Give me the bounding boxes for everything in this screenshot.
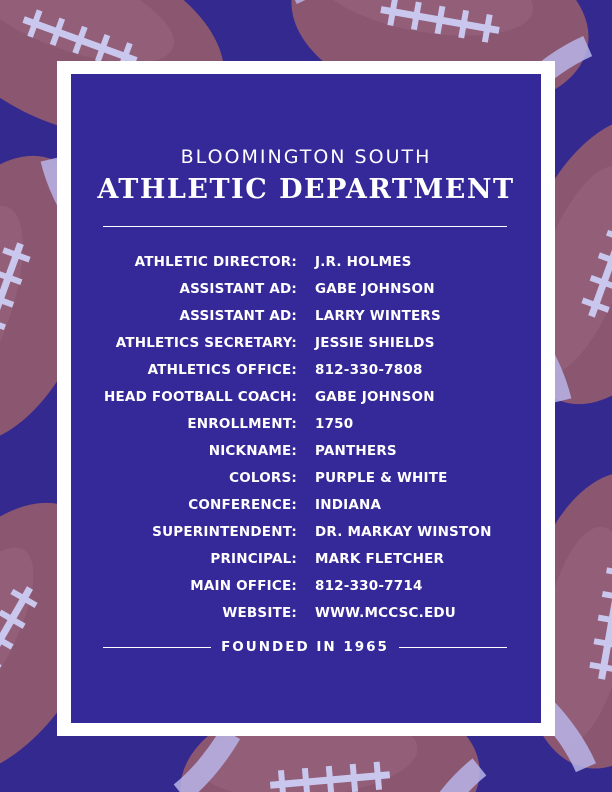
info-list <box>71 248 541 626</box>
info-row <box>71 572 541 599</box>
info-label: HEAD FOOTBALL COACH: <box>104 388 297 405</box>
info-value: JESSIE SHIELDS <box>315 334 435 351</box>
info-value: DR. MARKAY WINSTON <box>315 523 492 540</box>
founded-row <box>103 639 507 655</box>
info-value: 812-330-7714 <box>315 577 423 594</box>
info-row <box>71 518 541 545</box>
founded-text: FOUNDED IN 1965 <box>221 639 389 655</box>
info-value: LARRY WINTERS <box>315 307 441 324</box>
info-value: GABE JOHNSON <box>315 280 435 297</box>
info-row <box>71 275 541 302</box>
info-label: ATHLETICS SECRETARY: <box>115 334 297 351</box>
info-value: MARK FLETCHER <box>315 550 445 567</box>
info-value: PANTHERS <box>315 442 397 459</box>
info-row <box>71 248 541 275</box>
info-value: INDIANA <box>315 496 382 513</box>
info-row <box>71 464 541 491</box>
info-row <box>71 599 541 626</box>
info-panel <box>71 74 541 723</box>
founded-line-right <box>399 647 507 648</box>
page-title: ATHLETIC DEPARTMENT <box>97 174 515 205</box>
info-label: ASSISTANT AD: <box>179 307 297 324</box>
info-value: PURPLE & WHITE <box>315 469 448 486</box>
school-name: BLOOMINGTON SOUTH <box>180 146 432 168</box>
info-row <box>71 491 541 518</box>
info-label: NICKNAME: <box>208 442 297 459</box>
info-value: 1750 <box>315 415 354 432</box>
info-row <box>71 383 541 410</box>
info-value: 812-330-7808 <box>315 361 423 378</box>
info-label: CONFERENCE: <box>188 496 297 513</box>
info-row <box>71 545 541 572</box>
info-label: PRINCIPAL: <box>210 550 297 567</box>
info-row <box>71 437 541 464</box>
founded-line-left <box>103 647 211 648</box>
info-row <box>71 356 541 383</box>
info-value: J.R. HOLMES <box>315 253 412 270</box>
info-row <box>71 410 541 437</box>
info-row <box>71 302 541 329</box>
info-label: COLORS: <box>229 469 297 486</box>
info-label: ENROLLMENT: <box>187 415 297 432</box>
info-row <box>71 329 541 356</box>
info-label: ASSISTANT AD: <box>179 280 297 297</box>
info-label: ATHLETICS OFFICE: <box>147 361 297 378</box>
info-value: GABE JOHNSON <box>315 388 435 405</box>
divider-line <box>103 226 507 227</box>
website-value[interactable]: WWW.MCCSC.EDU <box>315 604 456 621</box>
info-label: WEBSITE: <box>222 604 297 621</box>
info-label: ATHLETIC DIRECTOR: <box>134 253 297 270</box>
info-label: MAIN OFFICE: <box>190 577 297 594</box>
info-label: SUPERINTENDENT: <box>152 523 297 540</box>
